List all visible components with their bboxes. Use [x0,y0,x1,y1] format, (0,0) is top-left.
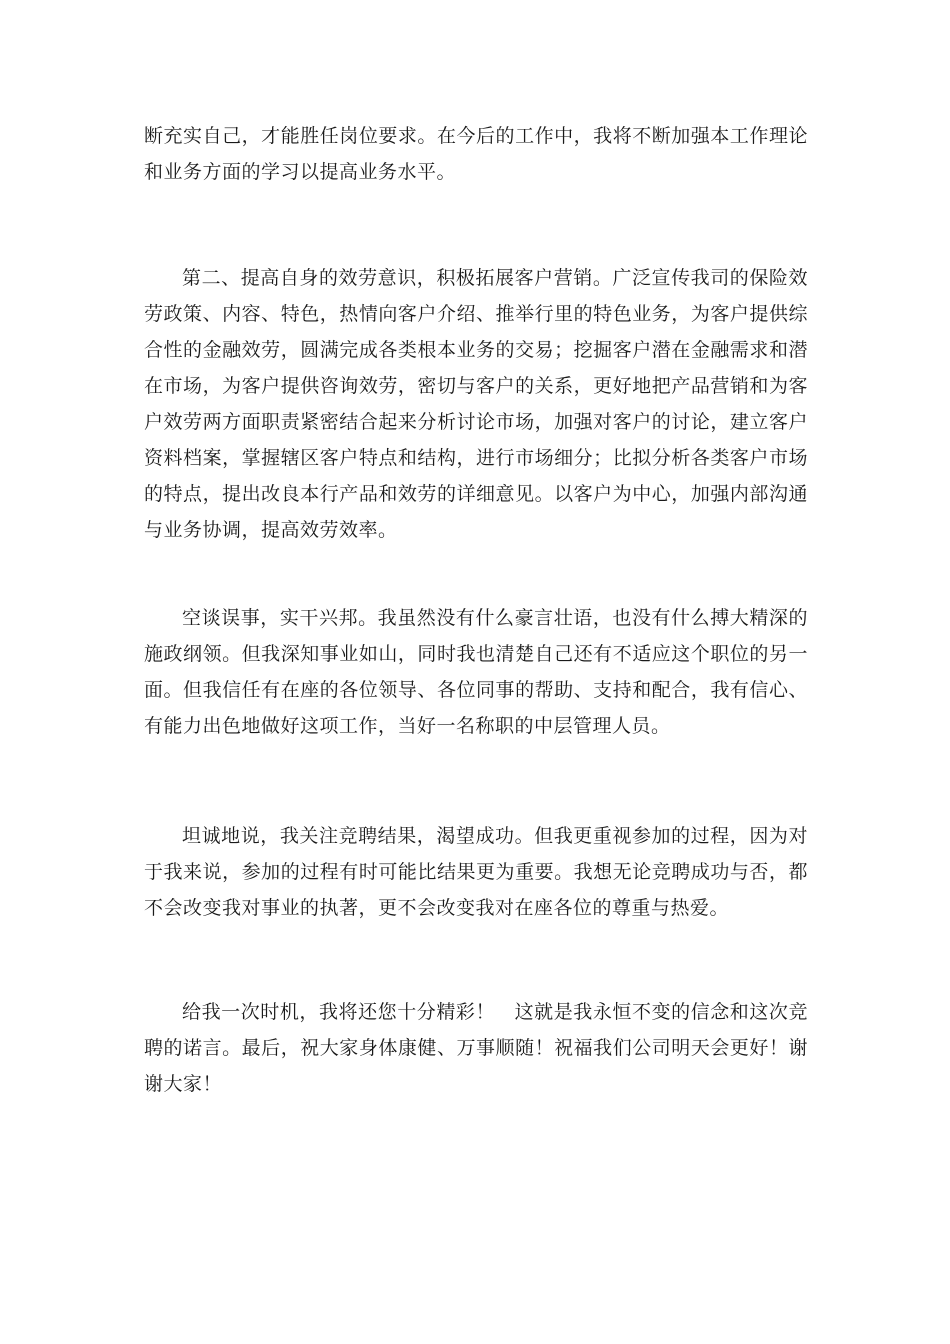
paragraph-continuation: 断充实自己，才能胜任岗位要求。在今后的工作中，我将不断加强本工作理论和业务方面的学习以提高业务水平。 [144,125,808,183]
paragraph-attitude: 坦诚地说，我关注竞聘结果，渴望成功。但我更重视参加的过程，因为对于我来说，参加的过程有时可能比结果更为重要。我想无论竞聘成功与否，都不会改变我对事业的执著，更不会改变我对在座各位的尊重与热爱。 [144,825,808,919]
paragraph-commitment: 空谈误事，实干兴邦。我虽然没有什么豪言壮语，也没有什么搏大精深的施政纲领。但我深知事业如山，同时我也清楚自己还有不适应这个职位的另一面。但我信任有在座的各位领导、各位同事的帮助、支持和配合，我有信心、有能力出色地做好这项工作，当好一名称职的中层管理人员。 [144,607,808,737]
paragraph-closing: 给我一次时机，我将还您十分精彩！ 这就是我永恒不变的信念和这次竞聘的诺言。最后，祝大家身体康健、万事顺随！祝福我们公司明天会更好！谢谢大家！ [144,1001,808,1095]
paragraph-service-awareness: 第二、提高自身的效劳意识，积极拓展客户营销。广泛宣传我司的保险效劳政策、内容、特色，热情向客户介绍、推举行里的特色业务，为客户提供综合性的金融效劳，圆满完成各类根本业务的交易；挖掘客户潜在金融需求和潜在市场，为客户提供咨询效劳，密切与客户的关系，更好地把产品营销和为客户效劳两方面职责紧密结合起来分析讨论市场，加强对客户的讨论，建立客户资料档案，掌握辖区客户特点和结构，进行市场细分；比拟分析各类客户市场的特点，提出改良本行产品和效劳的详细意见。以客户为中心，加强内部沟通与业务协调，提高效劳效率。 [144,267,808,541]
